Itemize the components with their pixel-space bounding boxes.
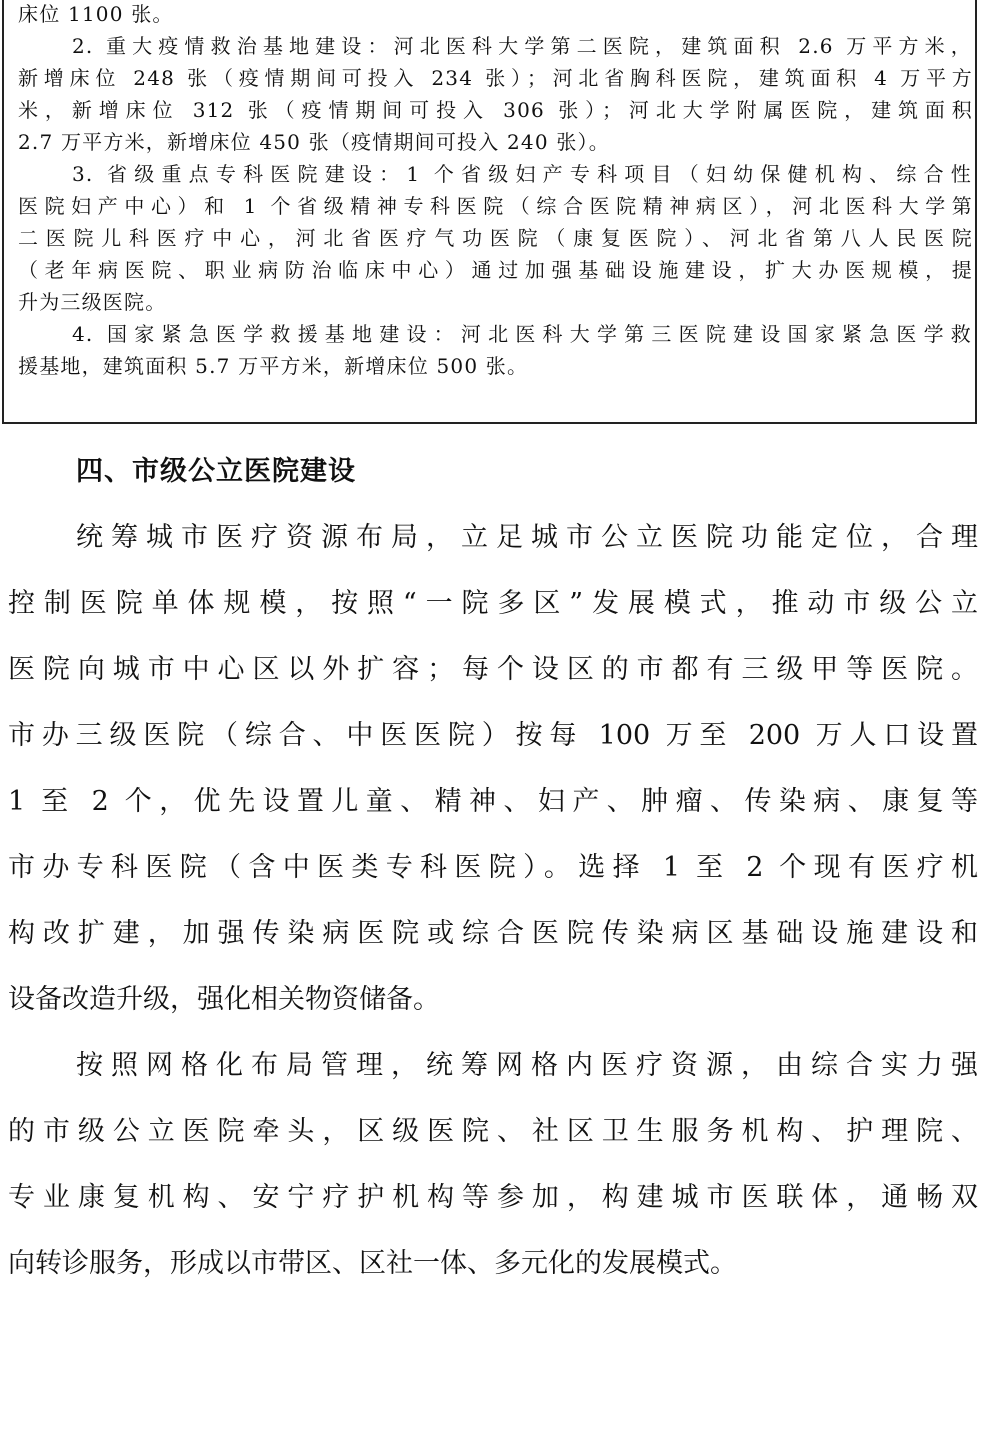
box-line: 3. 省级重点专科医院建设：1 个省级妇产专科项目（妇幼保健机构、综合性	[72, 162, 972, 186]
box-line: 援基地，建筑面积 5.7 万平方米，新增床位 500 张。	[18, 354, 529, 378]
paragraph-line: 构改扩建，加强传染病医院或综合医院传染病区基础设施建设和	[8, 918, 978, 949]
paragraph-line: 市办三级医院（综合、中医医院）按每 100 万至 200 万人口设置	[8, 720, 978, 751]
box-line: 床位 1100 张。	[18, 2, 174, 26]
box-line: 米，新增床位 312 张（疫情期间可投入 306 张）；河北大学附属医院，建筑面积	[18, 98, 973, 122]
paragraph-line: 1 至 2 个，优先设置儿童、精神、妇产、肿瘤、传染病、康复等	[8, 786, 978, 817]
section-heading: 四、市级公立医院建设	[76, 456, 356, 487]
box-line: 新增床位 248 张（疫情期间可投入 234 张）；河北省胸科医院，建筑面积 4 万平方	[18, 66, 973, 90]
box-line: 4. 国家紧急医学救援基地建设：河北医科大学第三医院建设国家紧急医学救	[72, 322, 972, 346]
box-line: （老年病医院、职业病防治临床中心）通过加强基础设施建设，扩大办医规模，提	[18, 258, 973, 282]
box-line: 2.7 万平方米，新增床位 450 张（疫情期间可投入 240 张）。	[18, 130, 610, 154]
paragraph-line: 控制医院单体规模，按照“一院多区”发展模式，推动市级公立	[8, 588, 978, 619]
box-line: 2. 重大疫情救治基地建设：河北医科大学第二医院，建筑面积 2.6 万平方米，	[72, 34, 972, 58]
paragraph-line: 的市级公立医院牵头，区级医院、社区卫生服务机构、护理院、	[8, 1116, 978, 1147]
box-line: 升为三级医院。	[18, 290, 167, 314]
paragraph-line: 向转诊服务，形成以市带区、区社一体、多元化的发展模式。	[8, 1248, 737, 1279]
box-line: 医院妇产中心）和 1 个省级精神专科医院（综合医院精神病区），河北医科大学第	[18, 194, 973, 218]
paragraph-line: 市办专科医院（含中医类专科医院）。选择 1 至 2 个现有医疗机	[8, 852, 978, 883]
paragraph-line: 医院向城市中心区以外扩容；每个设区的市都有三级甲等医院。	[8, 654, 978, 685]
paragraph-line: 设备改造升级，强化相关物资储备。	[8, 984, 440, 1015]
boxed-project-list	[2, 0, 977, 424]
paragraph-line: 按照网格化布局管理，统筹网格内医疗资源，由综合实力强	[76, 1050, 978, 1081]
paragraph-line: 统筹城市医疗资源布局，立足城市公立医院功能定位，合理	[76, 522, 978, 553]
box-line: 二医院儿科医疗中心，河北省医疗气功医院（康复医院）、河北省第八人民医院	[18, 226, 973, 250]
paragraph-line: 专业康复机构、安宁疗护机构等参加，构建城市医联体，通畅双	[8, 1182, 978, 1213]
